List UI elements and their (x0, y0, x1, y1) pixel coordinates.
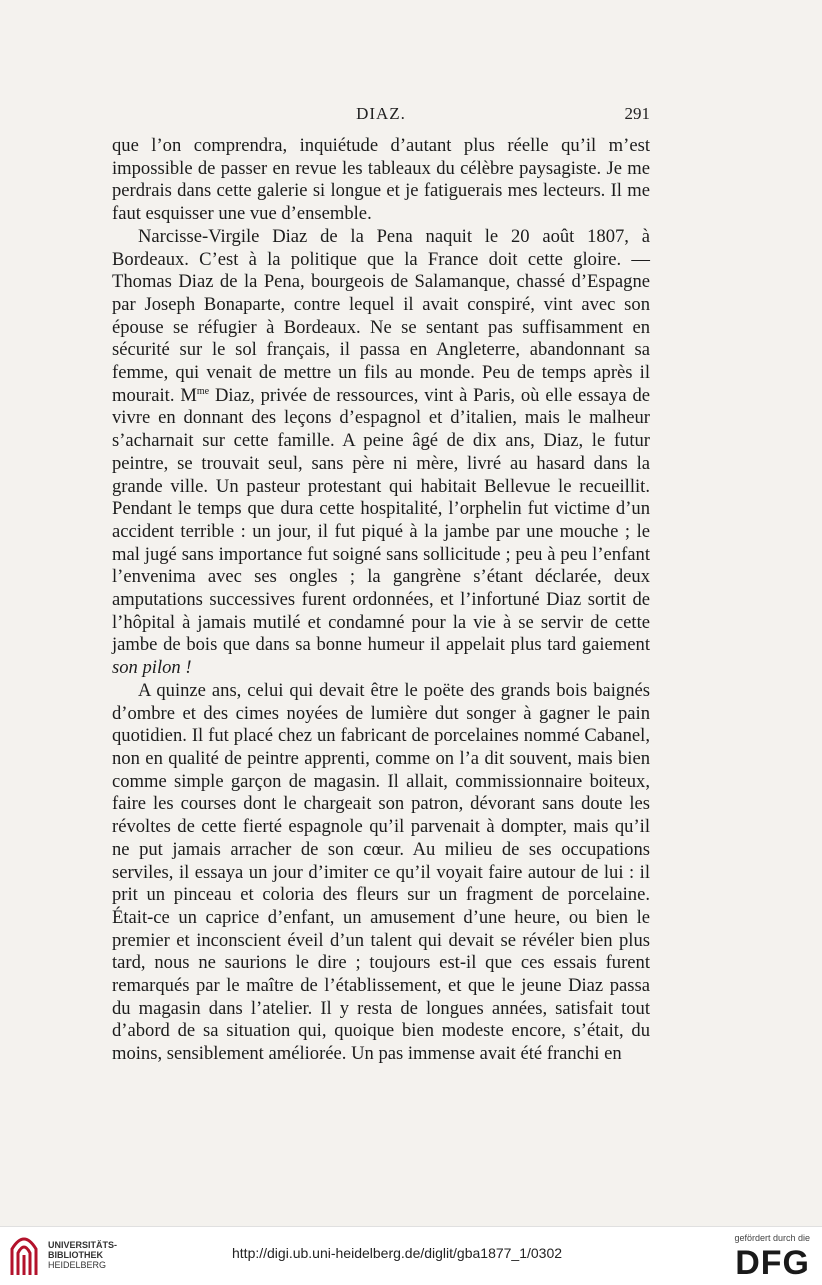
superscript-me: me (196, 385, 210, 397)
library-line-1: UNIVERSITÄTS- (48, 1240, 118, 1250)
footer-bar (0, 1226, 822, 1285)
paragraph-3: A quinze ans, celui qui devait être le poëte des grands bois baignés d’ombre et des cimes noyées de lumière dut songer à gagner le pain quotidien. Il fut placé chez un fabricant de porcelaines nommé Cabanel, non en qualité de peintre apprenti, comme on l’a dit souvent, mais bien comme simple garçon de magasin. Il allait, commissionnaire boiteux, faire les courses dont le chargeait son patron, dévorant sans doute les révoltes de cette fierté espagnole qu’il parvenait à dompter, mais qu’il ne put jamais arracher de son cœur. Au milieu de ses occupations serviles, il essaya un jour d’imiter ce qu’il voyait faire autour de lui : il prit un pinceau et coloria des fleurs sur un fragment de porcelaine. Était-ce un caprice d’enfant, un amusement d’une heure, ou bien le premier et inconscient éveil d’un talent qui devait se révéler bien plus tard, nous ne saurions le dire ; toujours est-il que ces essais furent remarqués par le maître de l’établissement, et que le jeune Diaz passa du magasin dans l’atelier. Il y resta de longues années, satisfait tout d’abord de sa situation qui, quoique bien modeste encore, s’était, du moins, sensiblement améliorée. Un pas immense avait été franchi en (112, 679, 650, 1065)
library-line-2: BIBLIOTHEK (48, 1250, 103, 1260)
paragraph-2-part-a: Narcisse-Virgile Diaz de la Pena naquit le 20 août 1807, à Bordeaux. C’est à la politique que la France doit cette gloire. — Thomas Diaz de la Pena, bourgeois de Salamanque, chassé d’Espagne par Joseph Bonaparte, contre lequel il avait conspiré, vint avec son épouse se réfugier à Bordeaux. Ne se sentant pas suffisamment en sécurité sur le sol français, il passa en Angleterre, abandonnant sa femme, qui venait de mettre un fils au monde. Peu de temps après il mourait. M (112, 225, 650, 406)
paragraph-2-part-b: Diaz, privée de ressources, vint à Paris, où elle essaya de vivre en donnant des leçons d’espagnol et d’italien, mais le malheur s’acharnait sur cette famille. A peine âgé de dix ans, Diaz, le futur peintre, se trouvait seul, sans père ni mère, livré au hasard dans la grande ville. Un pasteur protestant qui habitait Bellevue le recueillit. Pendant le temps que dura cette hospitalité, l’orphelin fut victime d’un accident terrible : un jour, il fut piqué à la jambe par une mouche ; le mal jugé sans importance fut soigné sans sollicitude ; peu à peu l’enfant l’envenima avec ses ongles ; la gangrène s’étant déclarée, deux amputations successives furent ordonnées, et l’infortuné Diaz sortit de l’hôpital à jamais mutilé et condamné pour la vie à se servir de cette jambe de bois que dans sa bonne humeur il appelait plus tard gaiement (112, 384, 650, 656)
paragraph-2 (112, 226, 650, 680)
italic-son-pilon: son pilon ! (112, 657, 192, 679)
body-text (112, 135, 650, 1066)
funding-note: gefördert durch die (734, 1233, 810, 1243)
permalink-url[interactable]: http://digi.ub.uni-heidelberg.de/diglit/gba1877_1/0302 (232, 1245, 563, 1261)
dfg-logo[interactable]: DFG (735, 1244, 810, 1282)
running-title: DIAZ. (356, 104, 406, 123)
library-name (48, 1240, 117, 1270)
running-head (112, 104, 650, 126)
university-library-logo-icon[interactable] (8, 1235, 40, 1277)
page-number: 291 (624, 104, 650, 123)
paragraph-1: que l’on comprendra, inquiétude d’autant plus réelle qu’il m’est impossible de passer en revue les tableaux du célèbre paysagiste. Je me perdrais dans cette galerie si longue et je fatiguerais mes lecteurs. Il me faut esquisser une vue d’ensemble. (112, 135, 650, 225)
library-line-3: HEIDELBERG (48, 1260, 107, 1270)
